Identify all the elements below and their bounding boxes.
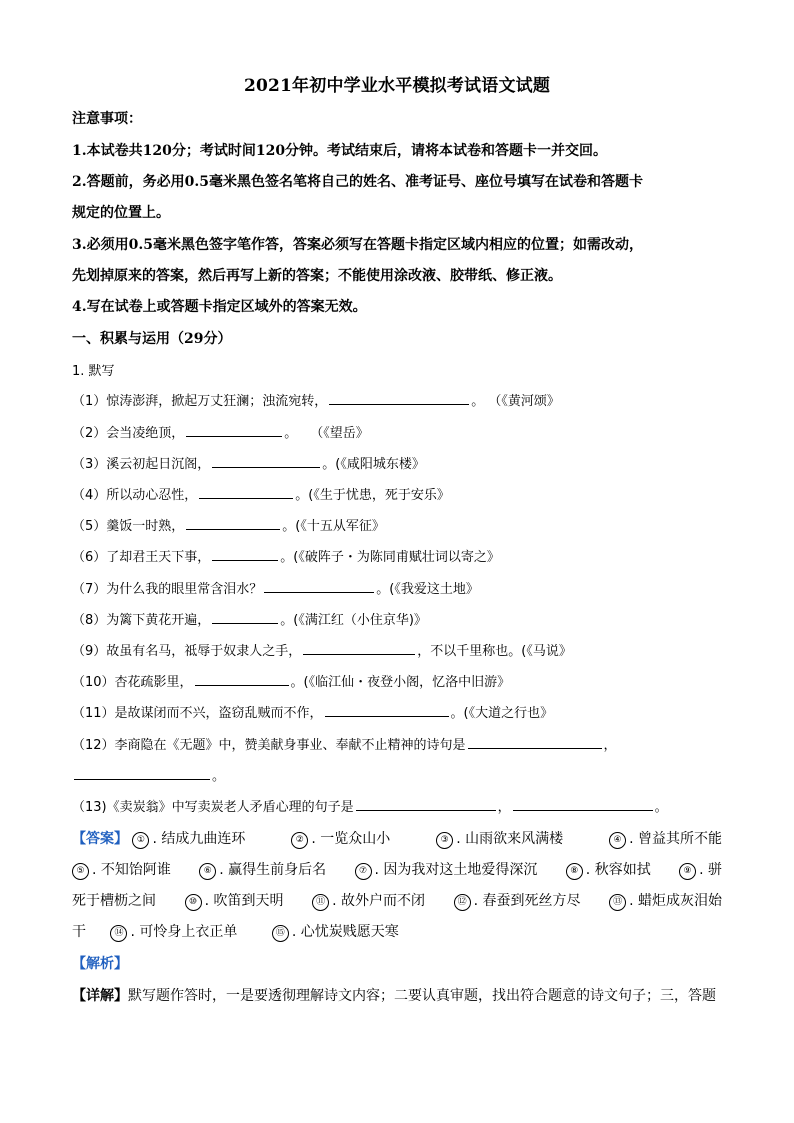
question-text: （7）为什么我的眼里常含泪水？	[72, 582, 263, 597]
question-source: 。(《破阵子・为陈同甫赋壮词以寄之》	[280, 550, 500, 565]
answer-row-3	[72, 890, 722, 911]
answer-row-4	[72, 921, 399, 942]
question-separator: ，	[497, 800, 511, 815]
answer-text: . 骈	[699, 862, 722, 878]
circled-number: ①	[132, 832, 149, 849]
page-title: 2021年初中学业水平模拟考试语文试题	[243, 76, 551, 96]
answer-blank[interactable]	[212, 610, 278, 624]
question-source: 。	[212, 769, 226, 784]
notice-item-3: 3.必须用0.5毫米黑色签字笔作答，答案必须写在答题卡指定区域内相应的位置；如需改动，	[72, 237, 643, 253]
answer-text: 死于槽枥之间	[72, 893, 156, 909]
analysis-tag: 【解析】	[72, 956, 128, 972]
question-row-8	[72, 609, 427, 628]
answer-text: . 因为我对这土地爱得深沉	[374, 862, 538, 878]
notice-item-3-cont: 先划掉原来的答案，然后再写上新的答案；不能使用涂改液、胶带纸、修正液。	[72, 268, 562, 284]
question-text: （3）溪云初起日沉阁，	[72, 457, 211, 472]
answer-item	[185, 890, 284, 911]
question-source: 。(《临江仙・夜登小阁，忆洛中旧游》	[290, 675, 511, 690]
question-source: ，	[603, 738, 617, 753]
detail-tag: 【详解】	[72, 988, 128, 1004]
answer-blank[interactable]	[74, 766, 210, 780]
circled-number: ⑨	[679, 863, 696, 880]
answer-blank[interactable]	[186, 516, 280, 530]
circled-number: ⑤	[72, 863, 89, 880]
answer-blank[interactable]	[212, 454, 320, 468]
answer-text: . 结成九曲连环	[152, 831, 246, 847]
question-row-2	[72, 422, 369, 441]
answer-blank[interactable]	[468, 735, 602, 749]
circled-number: ⑩	[185, 894, 202, 911]
question-source: 。(《大道之行也》	[450, 706, 554, 721]
question-row-3	[72, 453, 425, 472]
answer-item	[312, 890, 425, 911]
answer-blank[interactable]	[264, 579, 374, 593]
question-row-10	[72, 671, 510, 690]
answer-item	[454, 890, 581, 911]
question-text: （6）了却君王天下事，	[72, 550, 211, 565]
notice-item-2-cont: 规定的位置上。	[72, 205, 170, 221]
answer-item	[72, 859, 171, 880]
circled-number: ③	[436, 832, 453, 849]
question-text: （12）李商隐在《无题》中，赞美献身事业、奉献不止精神的诗句是	[72, 738, 466, 753]
answer-blank[interactable]	[303, 641, 415, 655]
question-row-9	[72, 640, 572, 659]
question-row-13	[72, 796, 668, 815]
circled-number: ⑧	[566, 863, 583, 880]
answer-text: . 吹笛到天明	[204, 893, 284, 909]
answer-blank[interactable]	[212, 547, 278, 561]
answer-text: . 不知饴阿谁	[92, 862, 171, 878]
answer-blank[interactable]	[186, 423, 282, 437]
circled-number: ⑬	[609, 894, 626, 911]
notice-item-1: 1.本试卷共120分；考试时间120分钟。考试结束后，请将本试卷和答题卡一并交回。	[72, 143, 608, 159]
answer-item	[609, 828, 722, 849]
question-row-12	[72, 734, 617, 753]
question-source: 。(《咸阳城东楼》	[322, 457, 425, 472]
notice-heading: 注意事项：	[72, 111, 142, 127]
answer-row-1	[72, 828, 722, 849]
answer-blank[interactable]	[195, 672, 289, 686]
question-text: （9）故虽有名马，祗辱于奴隶人之手，	[72, 644, 302, 659]
answer-item	[199, 859, 326, 880]
notice-item-4: 4.写在试卷上或答题卡指定区域外的答案无效。	[72, 299, 367, 315]
question-source: 。(《十五从军征》	[282, 519, 385, 534]
question-source: 。(《满江红（小住京华)》	[280, 613, 427, 628]
question-source: 。 （《望岳》	[284, 426, 369, 441]
circled-number: ⑥	[199, 863, 216, 880]
answer-item	[272, 924, 399, 940]
circled-number: ⑭	[110, 925, 127, 942]
question-row-12-cont	[72, 765, 225, 784]
question-source: 。(《生于忧患，死于安乐》	[295, 488, 450, 503]
answer-item	[132, 831, 245, 847]
question-row-11	[72, 702, 553, 721]
circled-number: ⑮	[272, 925, 289, 942]
detail-row	[72, 985, 716, 1005]
answer-text: . 可怜身上衣正单	[130, 924, 238, 940]
answer-item	[355, 859, 538, 880]
circled-number: ⑫	[454, 894, 471, 911]
answer-item	[110, 924, 237, 940]
question-source: 。(《我爱这土地》	[376, 582, 479, 597]
notice-item-2: 2.答题前，务必用0.5毫米黑色签名笔将自己的姓名、准考证号、座位号填写在试卷和答题卡	[72, 174, 643, 190]
circled-number: ②	[291, 832, 308, 849]
answer-item	[436, 828, 563, 849]
circled-number: ④	[609, 832, 626, 849]
question-text: （1）惊涛澎湃，掀起万丈狂澜；浊流宛转，	[72, 394, 328, 409]
answer-text: . 赢得生前身后名	[219, 862, 327, 878]
answer-text: . 心忧炭贱愿天寒	[291, 924, 399, 940]
answer-tag: 【答案】	[72, 831, 128, 847]
answer-text: . 秋容如拭	[585, 862, 651, 878]
question-row-7	[72, 578, 479, 597]
detail-text: 默写题作答时，一是要透彻理解诗文内容；二要认真审题，找出符合题意的诗文句子；三，答题	[128, 988, 716, 1004]
question-text: （8）为篱下黄花开遍，	[72, 613, 211, 628]
answer-item	[609, 890, 722, 911]
question-text: （4）所以动心忍性，	[72, 488, 198, 503]
question-source: 。	[654, 800, 668, 815]
question-source: ，不以千里称也。(《马说》	[417, 644, 572, 659]
question-row-5	[72, 515, 385, 534]
question-text: （10）杏花疏影里，	[72, 675, 193, 690]
question-text: （11）是故谋闭而不兴，盗窃乱贼而不作，	[72, 706, 323, 721]
circled-number: ⑦	[355, 863, 372, 880]
answer-item	[566, 859, 651, 880]
question-text: （5）羹饭一时熟，	[72, 519, 185, 534]
answer-row-2	[72, 859, 722, 880]
answer-blank[interactable]	[329, 391, 469, 405]
question-text: （13)《卖炭翁》中写卖炭老人矛盾心理的句子是	[72, 800, 354, 815]
question-row-1	[72, 390, 560, 409]
answer-blank[interactable]	[199, 485, 293, 499]
answer-item	[291, 828, 390, 849]
answer-blank[interactable]	[356, 797, 496, 811]
answer-text: . 春蚕到死丝方尽	[473, 893, 581, 909]
answer-text: . 山雨欲来风满楼	[456, 831, 564, 847]
question-title: 1. 默写	[72, 364, 115, 379]
answer-text: . 故外户而不闭	[332, 893, 425, 909]
question-row-4	[72, 484, 450, 503]
circled-number: ⑪	[312, 894, 329, 911]
section-heading: 一、积累与运用（29分）	[72, 331, 232, 347]
answer-item	[679, 859, 722, 880]
answer-blank[interactable]	[325, 703, 449, 717]
answer-text: . 蜡炬成灰泪始	[629, 893, 722, 909]
answer-text: . 一览众山小	[311, 831, 391, 847]
question-source: 。 （《黄河颂》	[471, 394, 560, 409]
answer-text: . 曾益其所不能	[629, 831, 722, 847]
question-text: （2）会当凌绝顶，	[72, 426, 185, 441]
answer-blank[interactable]	[513, 797, 653, 811]
answer-text: 干	[72, 924, 86, 940]
question-row-6	[72, 546, 500, 565]
